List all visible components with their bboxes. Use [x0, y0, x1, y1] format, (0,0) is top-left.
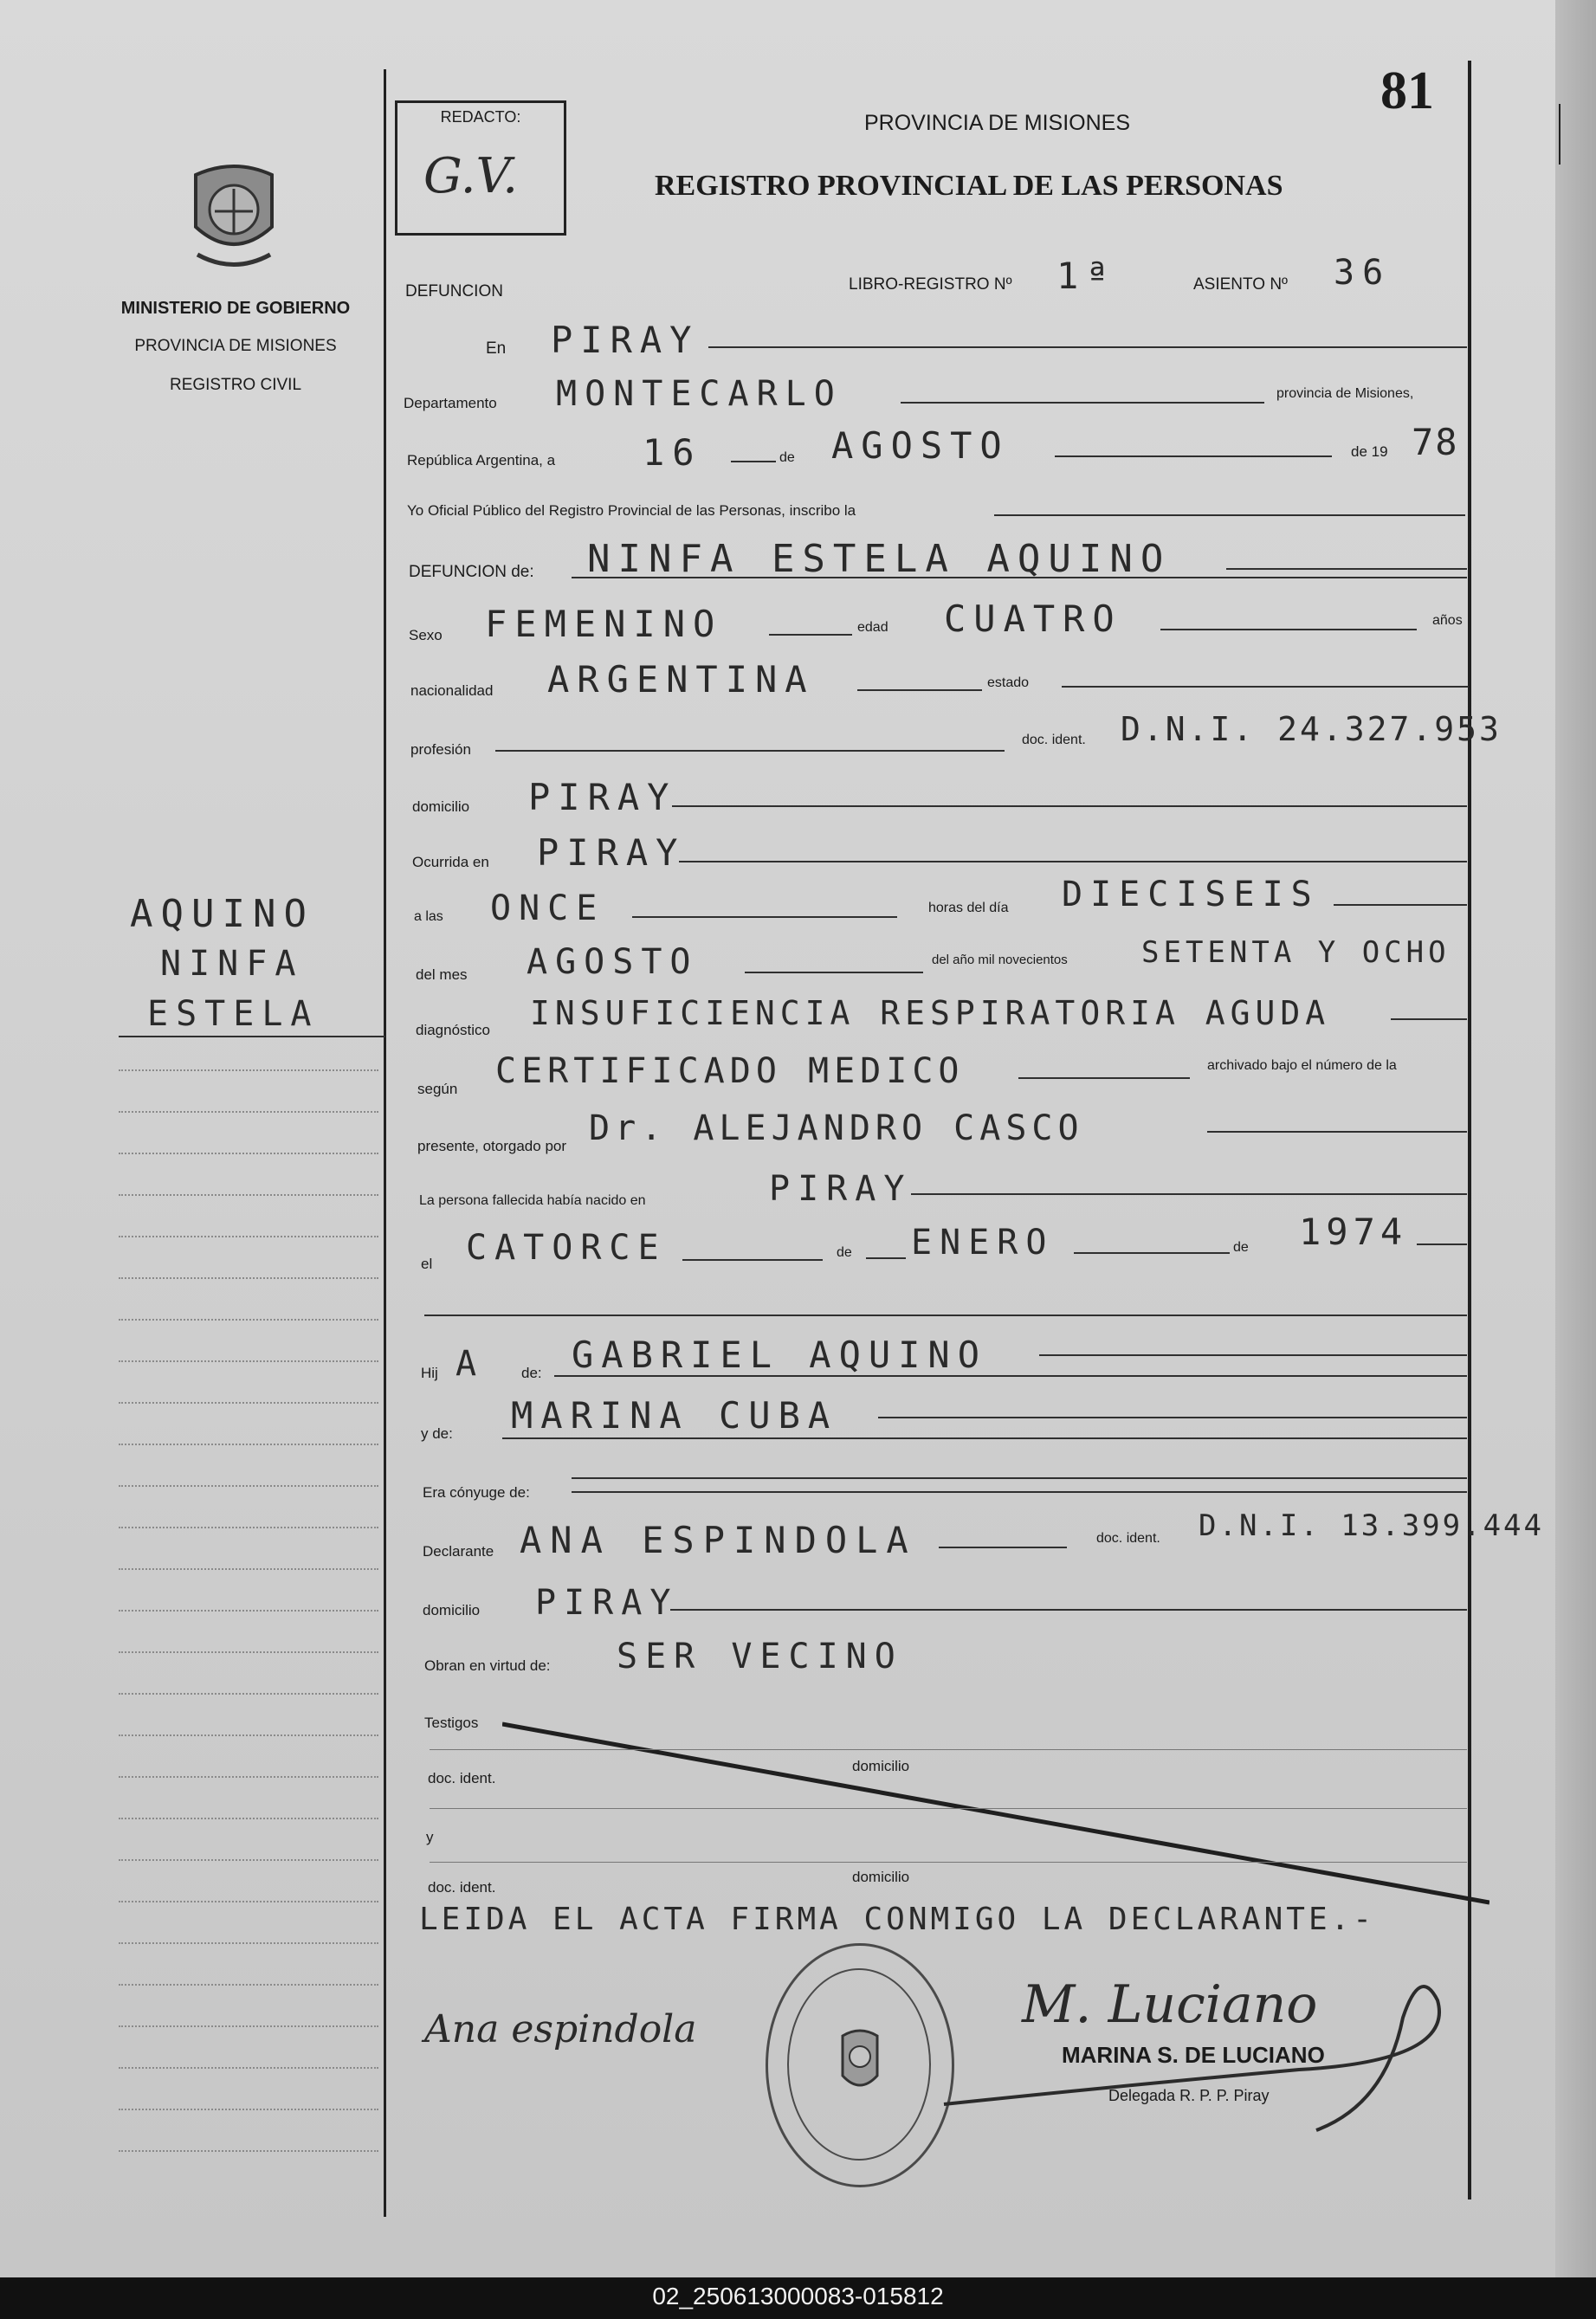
segun-value: CERTIFICADO MEDICO [495, 1051, 965, 1091]
fill-line [878, 1417, 1467, 1418]
fill-line [994, 514, 1465, 516]
fill-line [430, 1862, 1467, 1863]
en-value: PIRAY [551, 319, 700, 361]
margin-dotted-line [119, 1153, 378, 1154]
padre-value: GABRIEL AQUINO [572, 1334, 988, 1376]
declarante-label: Declarante [423, 1543, 494, 1560]
fill-line [1334, 904, 1467, 906]
asiento-label: ASIENTO Nº [1193, 275, 1288, 294]
libro-value: 1ª [1056, 255, 1116, 297]
fill-line [1417, 1243, 1467, 1245]
fill-line [424, 1315, 1467, 1316]
nacido-label: La persona fallecida había nacido en [419, 1193, 646, 1208]
fill-line [745, 972, 923, 973]
margin-dotted-line [119, 1901, 378, 1902]
otorgado-value: Dr. ALEJANDRO CASCO [589, 1108, 1084, 1148]
margin-dotted-line [119, 1527, 378, 1528]
testigos-strikeout [502, 1719, 1489, 1909]
margin-dotted-line [119, 1069, 378, 1071]
alas-label: a las [414, 909, 443, 924]
day-value: 16 [643, 431, 702, 474]
archivado-label: archivado bajo el número de la [1207, 1058, 1397, 1073]
margin-dotted-line [119, 1568, 378, 1570]
horas-dia-label: horas del día [928, 901, 1009, 915]
sexo-value: FEMENINO [485, 603, 723, 645]
closing-text: LEIDA EL ACTA FIRMA CONMIGO LA DECLARANTE.- [419, 1902, 1375, 1937]
t-dom2-label: domicilio [852, 1869, 910, 1885]
fill-line [1391, 1018, 1467, 1020]
fill-line [1055, 455, 1332, 457]
departamento-value: MONTECARLO [556, 374, 843, 414]
far-right-mark [1559, 104, 1560, 165]
domicilio-value: PIRAY [528, 776, 677, 818]
en-label: En [486, 339, 507, 358]
estado-label: estado [987, 675, 1030, 690]
fill-line [679, 861, 1467, 862]
hij-de-label: de: [521, 1365, 542, 1381]
fill-line [632, 916, 897, 918]
nac-dia-value: CATORCE [466, 1228, 667, 1268]
nacionalidad-value: ARGENTINA [547, 658, 815, 701]
redacto-box [395, 100, 566, 236]
margin-dotted-line [119, 1942, 378, 1944]
footer-id: 02_250613000083-015812 [652, 2283, 944, 2309]
de-label: de [779, 450, 795, 465]
mes-value: AGOSTO [527, 942, 699, 982]
left-province: PROVINCIA DE MISIONES [134, 337, 337, 355]
record-type-label: DEFUNCION [405, 282, 503, 300]
margin-name-first: NINFA [160, 944, 304, 984]
official-signature: M. Luciano [1022, 1974, 1318, 2035]
registry-title: REGISTRO PROVINCIAL DE LAS PERSONAS [655, 170, 1283, 202]
fill-line [672, 805, 1467, 807]
decl-domicilio-label: domicilio [423, 1602, 481, 1618]
oficial-text: Yo Oficial Público del Registro Provincial de las Personas, inscribo la [407, 502, 856, 519]
fill-line [554, 1375, 1467, 1377]
fill-line [731, 461, 776, 462]
provincia-label: provincia de Misiones, [1276, 386, 1414, 401]
deceased-name: NINFA ESTELA AQUINO [587, 537, 1172, 581]
stamp-title: Delegada R. P. P. Piray [1108, 2087, 1270, 2104]
margin-dotted-line [119, 1485, 378, 1487]
margin-dotted-line [119, 2109, 378, 2110]
madre-value: MARINA CUBA [511, 1394, 838, 1437]
margin-dotted-line [119, 1776, 378, 1778]
fill-line [1039, 1354, 1467, 1356]
segun-label: según [417, 1081, 458, 1097]
fill-line [572, 577, 1467, 578]
margin-dotted-line [119, 1859, 378, 1861]
fill-line [901, 402, 1264, 404]
margin-dotted-line [119, 1360, 378, 1362]
nac-mes-value: ENERO [911, 1223, 1055, 1263]
margin-dotted-line [119, 1319, 378, 1321]
declarant-signature: Ana espindola [424, 2007, 697, 2051]
del-mes-label: del mes [416, 966, 468, 983]
hij-value: A [456, 1344, 485, 1384]
fill-line [857, 689, 982, 691]
fill-line [682, 1259, 823, 1261]
obran-label: Obran en virtud de: [424, 1657, 551, 1674]
fill-line [1160, 629, 1417, 630]
asiento-value: 36 [1334, 253, 1392, 293]
ano-value: SETENTA Y OCHO [1141, 935, 1451, 970]
redacto-initials: G.V. [423, 148, 518, 204]
diagnostico-value: INSUFICIENCIA RESPIRATORIA AGUDA [530, 994, 1331, 1032]
sexo-label: Sexo [409, 627, 443, 643]
month-value: AGOSTO [831, 424, 1010, 467]
doc-ident-value: D.N.I. 24.327.953 [1121, 710, 1502, 748]
year-prefix: de 19 [1351, 443, 1388, 460]
stamp-name: MARINA S. DE LUCIANO [1062, 2042, 1325, 2068]
fill-line [502, 1437, 1467, 1439]
province-heading: PROVINCIA DE MISIONES [864, 111, 1131, 135]
t-doc2-label: doc. ident. [428, 1879, 496, 1896]
margin-dotted-line [119, 1111, 378, 1113]
yde-label: y de: [421, 1425, 453, 1442]
fill-line [1062, 686, 1469, 688]
margin-dotted-line [119, 1236, 378, 1237]
margin-dotted-line [119, 2067, 378, 2069]
margin-name-surname: AQUINO [130, 892, 314, 936]
fill-line [1018, 1077, 1190, 1079]
fill-line [911, 1193, 1467, 1195]
ministry-heading: MINISTERIO DE GOBIERNO [120, 299, 351, 318]
left-margin-rule [384, 69, 386, 2217]
fill-line [495, 750, 1005, 752]
del-ano-label: del año mil novecientos [932, 953, 1068, 967]
margin-underline [119, 1036, 385, 1037]
departamento-label: Departamento [404, 395, 497, 411]
t-doc1-label: doc. ident. [428, 1770, 496, 1786]
doc-ident-label: doc. ident. [1022, 733, 1086, 747]
margin-name-second: ESTELA [147, 994, 320, 1034]
nac-de2-label: de [1233, 1240, 1249, 1255]
republica-label: República Argentina, a [407, 452, 556, 468]
redacto-label: REDACTO: [440, 108, 521, 126]
profesion-label: profesión [410, 741, 471, 758]
dia-value: DIECISEIS [1062, 875, 1320, 914]
anos-label: años [1432, 613, 1463, 628]
fill-line [939, 1547, 1067, 1548]
t-dom1-label: domicilio [852, 1758, 910, 1774]
edad-label: edad [857, 620, 888, 635]
margin-dotted-line [119, 1984, 378, 1986]
page-edge [1555, 0, 1596, 2277]
margin-dotted-line [119, 2150, 378, 2152]
margin-dotted-line [119, 1651, 378, 1653]
nacido-value: PIRAY [769, 1169, 913, 1209]
fill-line [708, 346, 1467, 348]
nac-ano-value: 1974 [1299, 1211, 1408, 1253]
decl-domicilio-value: PIRAY [535, 1583, 679, 1623]
fill-line [866, 1257, 906, 1259]
margin-dotted-line [119, 1610, 378, 1612]
ocurrida-value: PIRAY [537, 831, 686, 874]
fill-line [1074, 1252, 1230, 1254]
ocurrida-label: Ocurrida en [412, 854, 489, 870]
nac-de1-label: de [837, 1245, 852, 1260]
edad-value: CUATRO [944, 598, 1122, 640]
declarante-value: ANA ESPINDOLA [520, 1519, 917, 1561]
fill-line [572, 1491, 1467, 1493]
declarante-doc-label: doc. ident. [1096, 1531, 1160, 1546]
fill-line [572, 1477, 1467, 1479]
fill-line [670, 1609, 1467, 1611]
year-value: 78 [1412, 421, 1459, 463]
coat-of-arms-icon [180, 158, 288, 275]
official-seal-icon [766, 1943, 954, 2187]
testigos-label: Testigos [424, 1715, 479, 1731]
declarante-doc-value: D.N.I. 13.399.444 [1199, 1508, 1544, 1543]
fill-line [1207, 1131, 1467, 1133]
libro-label: LIBRO-REGISTRO Nº [849, 275, 1012, 294]
fill-line [1226, 568, 1467, 570]
margin-dotted-line [119, 1444, 378, 1445]
left-registry: REGISTRO CIVIL [169, 376, 302, 394]
margin-dotted-line [119, 1402, 378, 1404]
el-label: el [421, 1256, 433, 1272]
t-y-label: y [426, 1829, 434, 1845]
obran-value: SER VECINO [617, 1637, 903, 1676]
presente-label: presente, otorgado por [417, 1138, 567, 1154]
margin-dotted-line [119, 1818, 378, 1819]
margin-dotted-line [119, 1277, 378, 1279]
page-number: 81 [1380, 61, 1434, 120]
hora-value: ONCE [490, 888, 605, 928]
margin-dotted-line [119, 1734, 378, 1736]
fill-line [430, 1749, 1467, 1750]
defuncion-de-label: DEFUNCION de: [409, 563, 534, 581]
margin-dotted-line [119, 1693, 378, 1695]
nacionalidad-label: nacionalidad [410, 682, 494, 699]
domicilio-label: domicilio [412, 798, 470, 815]
hij-label: Hij [421, 1365, 438, 1381]
diagnostico-label: diagnóstico [416, 1022, 491, 1038]
margin-dotted-line [119, 1194, 378, 1196]
fill-line [769, 634, 852, 636]
fill-line [430, 1808, 1467, 1809]
conyuge-label: Era cónyuge de: [423, 1484, 530, 1501]
margin-dotted-line [119, 2025, 378, 2027]
